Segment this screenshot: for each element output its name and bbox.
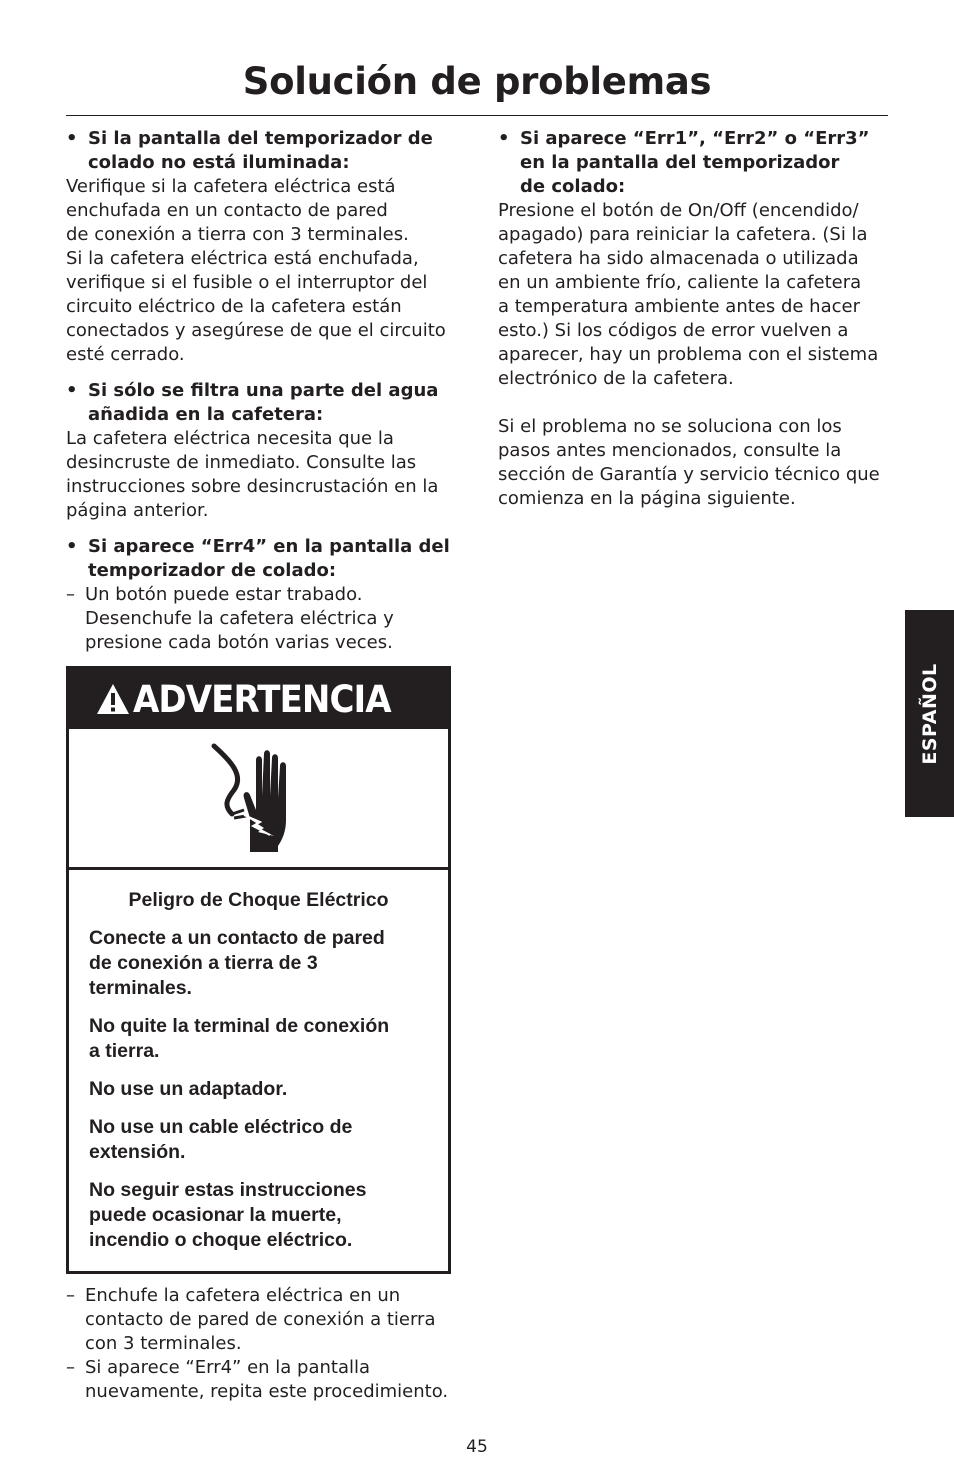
- warning-line: de conexión a tierra de 3: [89, 952, 318, 974]
- electric-shock-hand-icon: [204, 740, 314, 856]
- warning-triangle-icon: [95, 682, 131, 716]
- body-line: en un ambiente frío, caliente la cafetera: [498, 272, 862, 293]
- warning-line: terminales.: [89, 977, 192, 999]
- body-line: cafetera ha sido almacenada o utilizada: [498, 248, 859, 269]
- step-line: Un botón puede estar trabado.: [85, 584, 363, 605]
- body-line: La cafetera eléctrica necesita que la: [66, 428, 394, 449]
- heading-line: de colado:: [520, 176, 626, 197]
- body-line: Verifique si la cafetera eléctrica está: [66, 176, 396, 197]
- language-tab: [905, 610, 954, 817]
- body-line: Presione el botón de On/Off (encendido/: [498, 200, 859, 221]
- body-line: página anterior.: [66, 500, 209, 521]
- step-line: Desenchufe la cafetera eléctrica y: [85, 608, 394, 629]
- item-body: [498, 199, 893, 391]
- body-line: desincruste de inmediato. Consulte las: [66, 452, 417, 473]
- heading-line: temporizador de colado:: [88, 560, 337, 581]
- item-heading: [66, 379, 458, 427]
- body-line: esté cerrado.: [66, 344, 185, 365]
- bullet: •: [66, 380, 78, 401]
- step-line: presione cada botón varias veces.: [85, 632, 393, 653]
- title-divider: [66, 115, 888, 116]
- warning-instruction: [89, 1178, 428, 1253]
- body-line: conectados y asegúrese de que el circuito: [66, 320, 446, 341]
- step-line: contacto de pared de conexión a tierra: [85, 1309, 436, 1330]
- step-line: con 3 terminales.: [85, 1333, 242, 1354]
- page-number: 45: [466, 1437, 488, 1457]
- heading-line: Si aparece “Err4” en la pantalla del: [88, 536, 450, 557]
- bullet: •: [498, 128, 510, 149]
- troubleshoot-item-partial-water: [66, 379, 458, 523]
- step-line: Enchufe la cafetera eléctrica en un: [85, 1285, 401, 1306]
- body-line: de conexión a tierra con 3 terminales.: [66, 224, 409, 245]
- body-line: a temperatura ambiente antes de hacer: [498, 296, 860, 317]
- body-line: Si el problema no se soluciona con los: [498, 416, 842, 437]
- body-line: circuito eléctrico de la cafetera están: [66, 296, 402, 317]
- item-heading: [498, 127, 893, 199]
- dash-marker: –: [66, 1285, 75, 1306]
- body-line: sección de Garantía y servicio técnico que: [498, 464, 880, 485]
- warning-line: No quite la terminal de conexión: [89, 1015, 390, 1037]
- body-line: apagado) para reiniciar la cafetera. (Si la: [498, 224, 868, 245]
- page-title: Solución de problemas: [242, 60, 712, 103]
- heading-line: colado no está iluminada:: [88, 152, 350, 173]
- warning-instruction: [89, 1115, 428, 1165]
- item-heading: [66, 535, 458, 583]
- heading-line: en la pantalla del temporizador: [520, 152, 840, 173]
- left-column: [66, 127, 458, 1404]
- body-line: esto.) Si los códigos de error vuelven a: [498, 320, 849, 341]
- body-line: verifique si el fusible o el interruptor del: [66, 272, 428, 293]
- heading-line: Si sólo se filtra una parte del agua: [88, 380, 439, 401]
- warning-box: [66, 666, 451, 1274]
- warning-instruction: [89, 1077, 428, 1102]
- warning-line: No use un adaptador.: [89, 1078, 288, 1100]
- dash-step: [66, 1356, 458, 1404]
- warning-line: extensión.: [89, 1141, 186, 1163]
- dash-marker: –: [66, 584, 75, 605]
- body-line: electrónico de la cafetera.: [498, 368, 734, 389]
- closing-paragraph: [498, 415, 893, 511]
- item-body: [66, 175, 458, 367]
- warning-line: puede ocasionar la muerte,: [89, 1204, 342, 1226]
- right-column: [498, 127, 893, 511]
- shock-icon-panel: [69, 729, 448, 870]
- warning-title: ADVERTENCIA: [133, 677, 391, 721]
- bullet: •: [66, 536, 78, 557]
- heading-line: añadida en la cafetera:: [88, 404, 324, 425]
- dash-step: [66, 1284, 458, 1356]
- troubleshoot-item-err123: [498, 127, 893, 391]
- heading-line: Si aparece “Err1”, “Err2” o “Err3”: [520, 128, 870, 149]
- warning-text: [69, 870, 448, 1271]
- troubleshoot-item-err4: [66, 535, 458, 1404]
- warning-line: incendio o choque eléctrico.: [89, 1229, 353, 1251]
- item-body: [66, 427, 458, 523]
- item-heading: [66, 127, 458, 175]
- warning-subtitle: Peligro de Choque Eléctrico: [128, 889, 389, 911]
- step-line: nuevamente, repita este procedimiento.: [85, 1381, 449, 1402]
- paragraph-spacer: [498, 391, 893, 415]
- body-line: pasos antes mencionados, consulte la: [498, 440, 842, 461]
- warning-instruction: [89, 926, 428, 1001]
- warning-line: No seguir estas instrucciones: [89, 1179, 367, 1201]
- bullet: •: [66, 128, 78, 149]
- body-line: comienza en la página siguiente.: [498, 488, 796, 509]
- body-line: Si la cafetera eléctrica está enchufada,: [66, 248, 419, 269]
- warning-line: No use un cable eléctrico de: [89, 1116, 353, 1138]
- warning-line: a tierra.: [89, 1040, 160, 1062]
- warning-header: [69, 669, 448, 729]
- heading-line: Si la pantalla del temporizador de: [88, 128, 433, 149]
- troubleshoot-item-timer-not-lit: [66, 127, 458, 367]
- dash-marker: –: [66, 1357, 75, 1378]
- dash-step: [66, 583, 458, 655]
- language-tab-label: ESPAÑOL: [918, 662, 941, 765]
- body-line: aparecer, hay un problema con el sistema: [498, 344, 879, 365]
- warning-instruction: [89, 1014, 428, 1064]
- warning-line: Conecte a un contacto de pared: [89, 927, 385, 949]
- step-line: Si aparece “Err4” en la pantalla: [85, 1357, 371, 1378]
- body-line: instrucciones sobre desincrustación en la: [66, 476, 439, 497]
- body-line: enchufada en un contacto de pared: [66, 200, 388, 221]
